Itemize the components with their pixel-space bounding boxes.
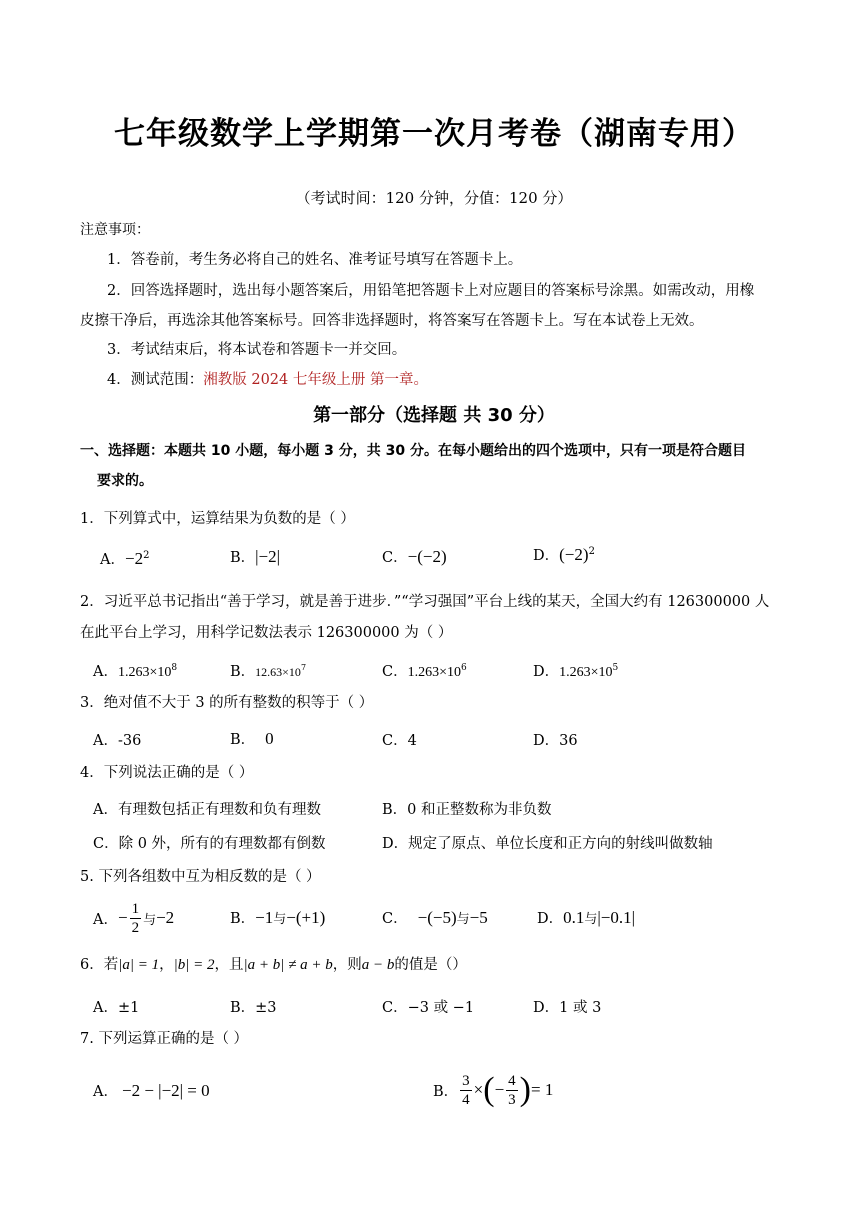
q2-a-exp: 8 [171,663,178,674]
q1-d-sup: 2 [588,546,595,558]
q5-a-fraction [130,900,142,937]
q1-c-math: −(−2) [407,547,447,566]
note-4 [107,370,428,390]
q7-b-denominator-2: 3 [508,1091,516,1108]
q2-b-base: 12.63×10 [255,665,301,679]
q3-option-c: C．4 [382,733,417,749]
q7-b-times: × [473,1080,484,1099]
q2-option-b [230,660,306,681]
question-2-stem-line-1: 2．习近平总书记指出“善于学习，就是善于进步．”“学习强国”平台上线的某天，全国大约有 126300000 人 [80,594,770,610]
q3-option-b [230,728,274,749]
q6-condition-b: |b| = 2 [173,957,215,973]
q2-a-base: 1.263×10 [117,665,172,680]
q1-a-label: A． [100,552,125,568]
q7-b-fraction-1 [460,1072,472,1109]
q4-option-c: C．除 0 外，所有的有理数都有倒数 [93,836,326,852]
question-3-stem: 3．绝对值不大于 3 的所有整数的积等于（ ） [80,695,374,711]
question-1-stem: 1．下列算式中，运算结果为负数的是（ ） [80,511,355,527]
q7-b-equals: = 1 [531,1080,554,1099]
q5-d-left: 0.1 [563,908,585,927]
q1-option-b [230,546,280,567]
q5-option-b [230,907,325,928]
part1-instructions-line-2: 要求的。 [97,473,153,489]
q5-a-yu: 与 [143,912,157,928]
q1-option-d [533,544,595,565]
q1-b-label: B． [230,550,256,566]
q1-d-label: D． [533,548,560,564]
q5-a-minus: − [117,908,128,927]
q7-b-label: B． [433,1083,459,1100]
q5-d-label: D． [537,911,564,927]
q6-option-a: A．±1 [93,1000,140,1016]
q7-b-left-paren: ( [483,1071,495,1108]
q4-option-b: B．0 和正整数称为非负数 [382,802,552,818]
q1-c-label: C． [382,550,408,566]
note-4-prefix: 4．测试范围： [107,372,204,388]
q5-b-label: B． [230,911,256,927]
question-6-stem [80,955,467,975]
q6-separator: ， [159,957,174,973]
q6-option-c: C．−3 或 −1 [382,1000,475,1016]
q5-b-yu: 与 [273,912,287,927]
q2-d-exp: 5 [612,663,619,674]
part1-instructions-line-1: 一、选择题：本题共 10 小题，每小题 3 分，共 30 分。在每小题给出的四个选项中，只有一项是符合题目 [80,443,746,459]
q7-option-a [93,1080,210,1101]
q1-a-math: −2 [124,549,144,568]
q2-c-exp: 6 [461,663,467,674]
q5-d-right: |−0.1| [597,908,636,927]
note-4-scope: 湘教版 2024 七年级上册 第一章。 [203,372,428,388]
q5-c-label: C． [382,911,408,927]
q2-b-exp: 7 [300,663,307,673]
notes-heading: 注意事项： [80,222,150,238]
q6-expression: a − b [361,957,395,973]
page-title: 七年级数学上学期第一次月考卷（湖南专用） [114,116,754,152]
q5-a-numerator: 1 [131,900,140,917]
q4-option-a: A．有理数包括正有理数和负有理数 [93,802,321,818]
q5-c-yu: 与 [456,912,470,927]
q5-a-denominator: 2 [131,919,140,936]
note-1: 1．答卷前，考生务必将自己的姓名、准考证号填写在答题卡上。 [107,252,523,268]
q5-option-a [93,898,174,938]
q5-option-d [537,907,635,928]
q1-b-math: |−2| [255,547,281,566]
q6-condition-a: |a| = 1 [118,957,160,973]
note-3: 3．考试结束后，将本试卷和答题卡一并交回。 [107,342,407,358]
q6-stem-prefix: 6．若 [80,957,119,973]
q4-option-d: D．规定了原点、单位长度和正方向的射线叫做数轴 [382,836,713,852]
q6-option-b: B．±3 [230,1000,277,1016]
q7-b-right-paren: ) [519,1071,531,1108]
q6-stem-tail: 的值是（） [394,957,467,973]
q5-c-right: −5 [469,908,488,927]
q3-option-d: D．36 [533,733,578,749]
question-2-stem-line-2: 在此平台上学习，用科学记数法表示 126300000 为（ ） [80,625,453,641]
note-2-line-1: 2．回答选择题时，选出每小题答案后，用铅笔把答题卡上对应题目的答案标号涂黑。如需改动，用橡 [107,283,755,299]
question-4-stem: 4．下列说法正确的是（ ） [80,765,254,781]
q1-a-sup: 2 [143,550,150,562]
q2-d-base: 1.263×10 [559,665,613,680]
q5-option-c [382,907,488,928]
q7-b-numerator-1: 3 [462,1072,470,1089]
question-5-stem: 5. 下列各组数中互为相反数的是（ ） [80,869,321,885]
q1-option-c [382,546,447,567]
q3-option-a: A．-36 [93,733,142,749]
q6-stem-mid2: ，则 [332,957,362,973]
q5-c-left: −(−5) [417,908,457,927]
exam-info: （考试时间：120 分钟，分值：120 分） [295,189,573,207]
q7-option-b [433,1066,553,1114]
section-heading: 第一部分（选择题 共 30 分） [313,405,555,426]
q3-b-label: B． [230,732,256,748]
q7-b-fraction-2 [506,1072,518,1109]
q2-option-d [533,660,618,681]
q7-b-numerator-2: 4 [508,1072,516,1089]
q2-c-label: C． [382,664,408,680]
q2-a-label: A． [93,664,118,680]
q2-option-a [93,660,177,681]
q5-b-right: −(+1) [286,908,326,927]
q7-a-label: A． [93,1084,118,1100]
q2-b-label: B． [230,664,256,680]
q6-condition-ab: |a + b| ≠ a + b [243,957,333,973]
q7-b-denominator-1: 4 [462,1091,470,1108]
q5-d-yu: 与 [584,912,598,927]
q1-option-a [100,548,149,569]
q7-b-minus: − [494,1080,505,1099]
q6-option-d: D．1 或 3 [533,1000,602,1016]
q2-d-label: D． [533,664,560,680]
note-2-line-2: 皮擦干净后，再选涂其他答案标号。回答非选择题时，将答案写在答题卡上。写在本试卷上无效。 [80,313,704,329]
q5-a-label: A． [93,911,118,928]
q2-option-c [382,660,467,681]
question-7-stem: 7. 下列运算正确的是（ ） [80,1031,249,1047]
q5-b-left: −1 [255,908,274,927]
q7-a-math: −2 − |−2| = 0 [121,1081,210,1100]
q6-stem-mid: ，且 [214,957,244,973]
q2-c-base: 1.263×10 [407,665,462,680]
q1-d-math: (−2) [559,545,589,564]
q5-a-rest: −2 [156,908,175,927]
q3-b-value: 0 [265,729,274,748]
